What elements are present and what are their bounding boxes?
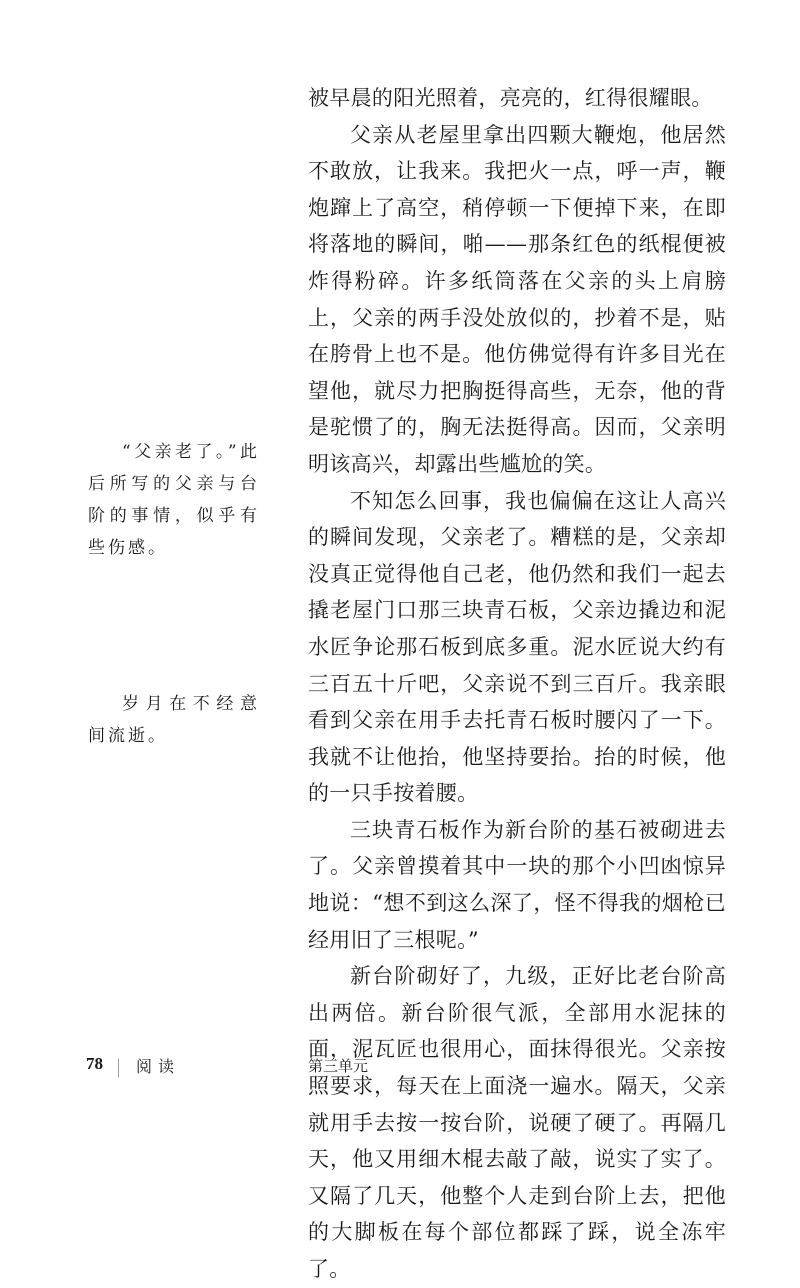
paragraph-bluestone: 三块青石板作为新台阶的基石被砌进去了。父亲曾摸着其中一块的那个小凹凼惊异地说：“想不到这么深了，怪不得我的烟枪已经用旧了三根呢。” xyxy=(308,817,726,952)
section-label: 阅读 xyxy=(136,1057,181,1076)
side-note-2 xyxy=(88,688,260,752)
side-note-text: “父亲老了。”此后所写的父亲与台阶的事情，似乎有些伤感。 xyxy=(88,442,260,558)
paragraph-firecrackers: 父亲从老屋里拿出四颗大鞭炮，他居然不敢放，让我来。我把火一点，呼一声，鞭炮蹿上了高空，稍停顿一下便掉下来，在即将落地的瞬间，啪——那条红色的纸棍便被炸得粉碎。许多纸筒落在父亲的头上肩膀上，父亲的两手没处放似的，抄着不是，贴在胯骨上也不是。他仿佛觉得有许多目光在望他，就尽力把胸挺得高些，无奈，他的背是驼惯了的，胸无法挺得高。因而，父亲明明该高兴，却露出些尴尬的笑。 xyxy=(308,122,726,476)
main-text-column xyxy=(308,80,726,1288)
side-note-text: 岁月在不经意间流逝。 xyxy=(88,694,260,746)
paragraph-new-steps: 新台阶砌好了，九级，正好比老台阶高出两倍。新台阶很气派，全部用水泥抹的面，泥瓦匠也很用心，面抹得很光。父亲按照要求，每天在上面浇一遍水。隔天，父亲就用手去按一按台阶，说硬了硬了。再隔几天，他又用细木棍去敲了敲，说实了实了。又隔了几天，他整个人走到台阶上去，把他的大脚板在每个部位都踩了踩，说全冻牢了。 xyxy=(308,964,726,1281)
page-number: 78 xyxy=(86,1054,103,1073)
side-note-1 xyxy=(88,436,260,564)
footer-divider xyxy=(118,1059,119,1077)
page-footer xyxy=(0,1054,800,1084)
paragraph-father-old: 不知怎么回事，我也偏偏在这让人高兴的瞬间发现，父亲老了。糟糕的是，父亲却没真正觉得他自己老，他仍然和我们一起去撬老屋门口那三块青石板，父亲边撬边和泥水匠争论那石板到底多重。泥水匠说大约有三百五十斤吧，父亲说不到三百斤。我亲眼看到父亲在用手去托青石板时腰闪了一下。我就不让他抬，他坚持要抬。抬的时候，他的一只手按着腰。 xyxy=(308,488,726,806)
unit-label: 第三单元 xyxy=(308,1057,369,1075)
paragraph-continued: 被早晨的阳光照着，亮亮的，红得很耀眼。 xyxy=(308,86,713,110)
